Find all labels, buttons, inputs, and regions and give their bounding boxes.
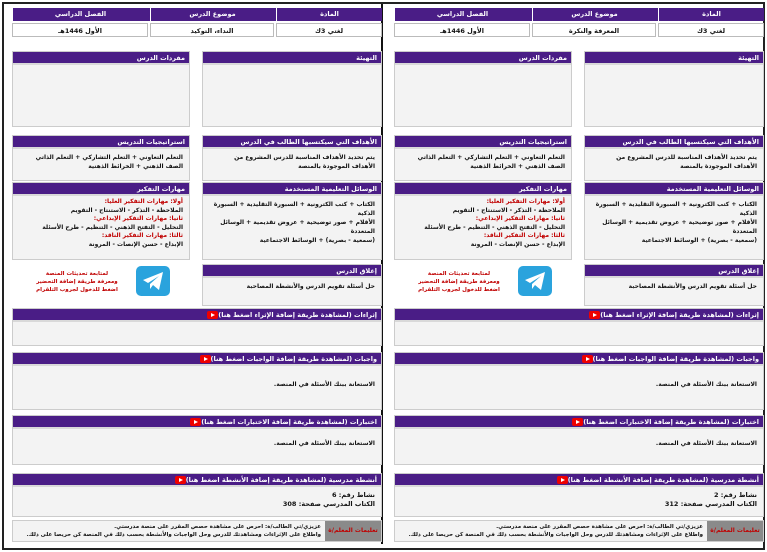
activity-title: أنشطة مدرسية (لمشاهدة طريقة إضافة الأنشطة اضغط هنا) [567, 476, 759, 484]
tools-line-1: الكتاب + كتب الكترونية + السبورة التقليدية + السبورة الذكية [595, 201, 757, 217]
header-topic: موضوع الدرس [532, 8, 656, 21]
vocab-section [394, 51, 572, 127]
intro-section [202, 51, 382, 127]
header-term: الفصل الدراسي [12, 8, 148, 21]
thinking-heading-3: ثالثا: مهارات التفكير الناقد: [483, 232, 565, 239]
homework-link[interactable] [395, 353, 763, 366]
closing-text: حل أسئلة تقويم الدرس والأنشطة المصاحبة [246, 283, 375, 290]
book-page: الكتاب المدرسي صفحة: 312 [664, 500, 757, 508]
youtube-icon[interactable] [557, 476, 568, 484]
book-page: الكتاب المدرسي صفحة: 308 [282, 500, 375, 508]
thinking-text-3: الإبداع - حسن الإنصات - المرونة [470, 240, 565, 248]
tests-section [12, 415, 382, 465]
thinking-text-1: الملاحظة - التذكر - الاستنتاج - التقويم [452, 206, 565, 214]
activity-number: نشاط رقم: 6 [332, 491, 375, 499]
tests-text: الاستعانة ببنك الأسئلة في المنصة. [655, 440, 757, 447]
enrich-link[interactable] [13, 309, 381, 322]
tests-text: الاستعانة ببنك الأسئلة في المنصة. [273, 440, 375, 447]
header-subject: المادة [658, 8, 764, 21]
youtube-icon[interactable] [589, 311, 600, 319]
tools-section [202, 182, 382, 260]
tools-line-3: (سمعية - بصرية) + الوسائط الاجتماعية [259, 237, 375, 244]
thinking-heading-2: ثانيا: مهارات التفكير الإبداعي: [475, 215, 565, 222]
telegram-icon[interactable] [136, 266, 170, 296]
notes-line-2: واطلاع على الإثراءات ومشاهدتك للدرس وحل الواجبات والأنشطة بحسب ذلك في المنصة كن حريصا على ذلك. [26, 532, 321, 538]
goals-title: الأهداف التي سيكتسبها الطالب في الدرس [585, 136, 763, 149]
thinking-text-2: التحليل - التفتح الذهني - التنظيم - طرح الأسئلة [42, 223, 183, 231]
vocab-title: مفردات الدرس [395, 52, 571, 65]
activity-link[interactable] [395, 474, 763, 487]
intro-title: التهيئة [203, 52, 381, 65]
intro-section [584, 51, 764, 127]
lesson-plan-right [394, 8, 764, 542]
term-value: الأول 1446هـ [12, 23, 148, 37]
tests-title: اختبارات (لمشاهدة طريقة إضافة الاختبارات اضغط هنا) [583, 418, 759, 426]
subject-value: لغتي 3ك [276, 23, 382, 37]
telegram-promo[interactable] [22, 270, 132, 294]
subject-value: لغتي 3ك [658, 23, 764, 37]
notes-line-2: واطلاع على الإثراءات ومشاهدتك للدرس وحل الواجبات والأنشطة بحسب ذلك في المنصة كن حريصا على ذلك. [408, 532, 703, 538]
closing-text: حل أسئلة تقويم الدرس والأنشطة المصاحبة [628, 283, 757, 290]
tools-line-2: الأقلام + صور توضيحية + عروض تقديمية + الوسائل المتعددة [602, 219, 757, 235]
goals-title: الأهداف التي سيكتسبها الطالب في الدرس [203, 136, 381, 149]
thinking-heading-1: أولا: مهارات التفكير العليا: [104, 198, 183, 205]
enrich-section [12, 308, 382, 346]
strategies-title: استراتيجيات التدريس [13, 136, 189, 149]
notes-line-1: عزيزي/تي الطالب/ة: احرص على مشاهدة حصص المقرر على منصة مدرستي. [496, 524, 703, 530]
activity-title: أنشطة مدرسية (لمشاهدة طريقة إضافة الأنشطة اضغط هنا) [185, 476, 377, 484]
promo-line-1: لمتابعة تحديثات المنصة [427, 271, 491, 277]
tests-link[interactable] [13, 416, 381, 429]
promo-line-3: اضغط للدخول لجروب التلقرام [418, 287, 500, 293]
promo-line-3: اضغط للدخول لجروب التلقرام [36, 287, 118, 293]
header-subject: المادة [276, 8, 382, 21]
header-bar [394, 8, 764, 21]
tools-line-2: الأقلام + صور توضيحية + عروض تقديمية + الوسائل المتعددة [220, 219, 375, 235]
homework-section [394, 352, 764, 410]
strategies-section [12, 135, 190, 181]
intro-title: التهيئة [585, 52, 763, 65]
activity-section [12, 473, 382, 517]
teacher-notes [12, 520, 382, 542]
header-topic: موضوع الدرس [150, 8, 274, 21]
header-values [394, 23, 764, 37]
homework-text: الاستعانة ببنك الأسئلة في المنصة. [273, 381, 375, 388]
promo-line-2: ومعرفة طريقة إضافة التحضير [36, 279, 118, 285]
thinking-section [12, 182, 190, 260]
youtube-icon[interactable] [207, 311, 218, 319]
enrich-section [394, 308, 764, 346]
strategies-section [394, 135, 572, 181]
goals-text: يتم تحديد الأهداف المناسبة للدرس المشروع من الأهداف الموجودة بالمنصة [234, 154, 375, 170]
notes-line-1: عزيزي/تي الطالب/ة: احرص على مشاهدة حصص المقرر على منصة مدرستي. [114, 524, 321, 530]
thinking-heading-2: ثانيا: مهارات التفكير الإبداعي: [93, 215, 183, 222]
homework-title: واجبات (لمشاهدة طريقة إضافة الواجبات اضغط هنا) [210, 355, 377, 363]
goals-section [584, 135, 764, 181]
youtube-icon[interactable] [175, 476, 186, 484]
enrich-title: إثراءات (لمشاهدة طريقة إضافة الإثراء اضغط هنا) [600, 311, 759, 319]
thinking-title: مهارات التفكير [13, 183, 189, 196]
strategies-line-1: التعلم التعاوني + التعلم التشاركي + التعلم الذاتي [417, 154, 565, 161]
strategies-title: استراتيجيات التدريس [395, 136, 571, 149]
youtube-icon[interactable] [582, 355, 593, 363]
header-bar [12, 8, 382, 21]
homework-title: واجبات (لمشاهدة طريقة إضافة الواجبات اضغط هنا) [592, 355, 759, 363]
youtube-icon[interactable] [200, 355, 211, 363]
topic-value: المعرفة والنكرة [532, 23, 656, 37]
notes-label: تعليمات المعلم/ة [325, 521, 381, 541]
closing-section [202, 264, 382, 306]
telegram-icon[interactable] [518, 266, 552, 296]
thinking-section [394, 182, 572, 260]
tests-title: اختبارات (لمشاهدة طريقة إضافة الاختبارات اضغط هنا) [201, 418, 377, 426]
thinking-text-2: التحليل - التفتح الذهني - التنظيم - طرح الأسئلة [424, 223, 565, 231]
youtube-icon[interactable] [190, 418, 201, 426]
closing-title: إغلاق الدرس [585, 265, 763, 278]
thinking-heading-3: ثالثا: مهارات التفكير الناقد: [101, 232, 183, 239]
teacher-notes [394, 520, 764, 542]
closing-section [584, 264, 764, 306]
enrich-title: إثراءات (لمشاهدة طريقة إضافة الإثراء اضغط هنا) [218, 311, 377, 319]
strategies-line-2: الصف الذهني + الخرائط الذهنية [88, 163, 183, 170]
activity-number: نشاط رقم: 2 [714, 491, 757, 499]
notes-label: تعليمات المعلم/ة [707, 521, 763, 541]
header-values [12, 23, 382, 37]
youtube-icon[interactable] [572, 418, 583, 426]
homework-text: الاستعانة ببنك الأسئلة في المنصة. [655, 381, 757, 388]
lesson-plan-left [12, 8, 382, 542]
thinking-text-1: الملاحظة - التذكر - الاستنتاج - التقويم [70, 206, 183, 214]
tools-line-1: الكتاب + كتب الكترونية + السبورة التقليدية + السبورة الذكية [213, 201, 375, 217]
promo-line-2: ومعرفة طريقة إضافة التحضير [418, 279, 500, 285]
goals-section [202, 135, 382, 181]
enrich-link[interactable] [395, 309, 763, 322]
strategies-line-2: الصف الذهني + الخرائط الذهنية [470, 163, 565, 170]
promo-line-1: لمتابعة تحديثات المنصة [45, 271, 109, 277]
homework-link[interactable] [13, 353, 381, 366]
homework-section [12, 352, 382, 410]
topic-value: النداء، التوكيد [150, 23, 274, 37]
thinking-heading-1: أولا: مهارات التفكير العليا: [486, 198, 565, 205]
vocab-section [12, 51, 190, 127]
closing-title: إغلاق الدرس [203, 265, 381, 278]
tools-section [584, 182, 764, 260]
activity-section [394, 473, 764, 517]
tools-title: الوسائل التعليمية المستخدمة [585, 183, 763, 196]
activity-link[interactable] [13, 474, 381, 487]
strategies-line-1: التعلم التعاوني + التعلم التشاركي + التعلم الذاتي [35, 154, 183, 161]
header-term: الفصل الدراسي [394, 8, 530, 21]
term-value: الأول 1446هـ [394, 23, 530, 37]
telegram-promo[interactable] [404, 270, 514, 294]
tools-line-3: (سمعية - بصرية) + الوسائط الاجتماعية [641, 237, 757, 244]
goals-text: يتم تحديد الأهداف المناسبة للدرس المشروع من الأهداف الموجودة بالمنصة [616, 154, 757, 170]
thinking-text-3: الإبداع - حسن الإنصات - المرونة [88, 240, 183, 248]
tools-title: الوسائل التعليمية المستخدمة [203, 183, 381, 196]
tests-section [394, 415, 764, 465]
thinking-title: مهارات التفكير [395, 183, 571, 196]
vocab-title: مفردات الدرس [13, 52, 189, 65]
tests-link[interactable] [395, 416, 763, 429]
